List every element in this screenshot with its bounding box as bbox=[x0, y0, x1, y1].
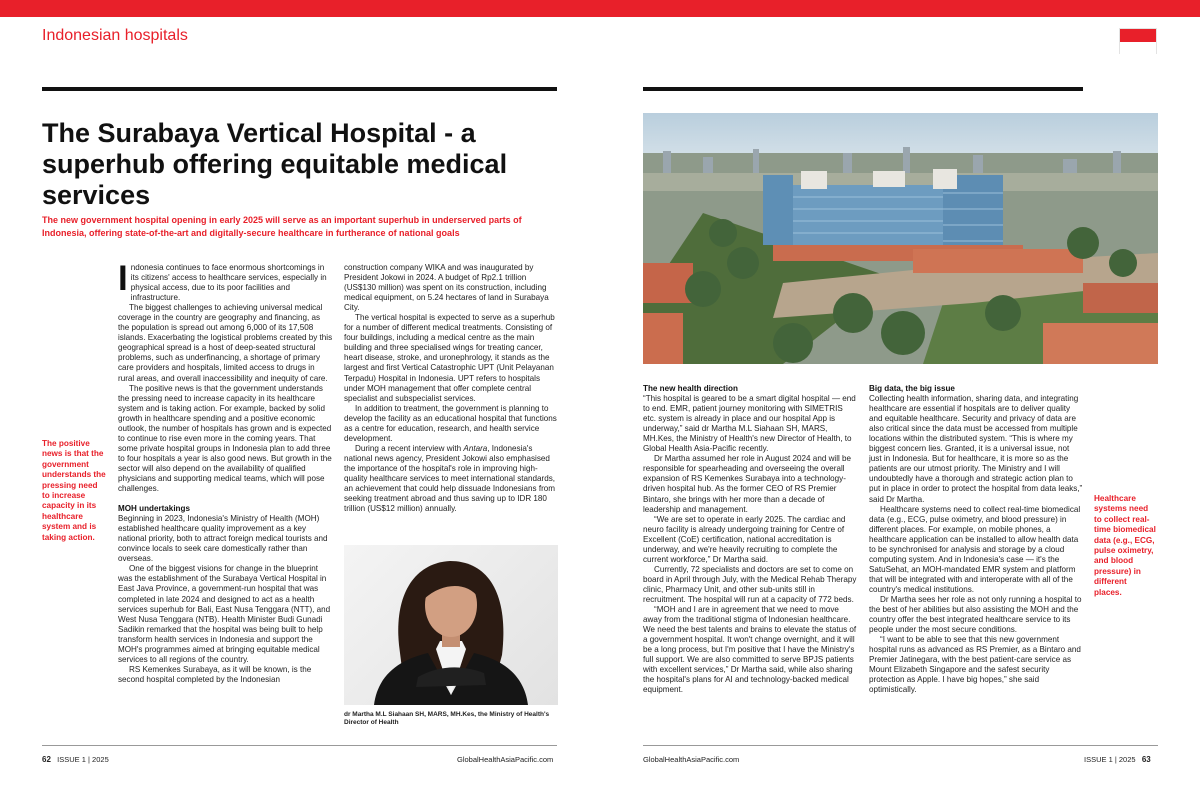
issue-label-right: ISSUE 1 | 2025 bbox=[1084, 755, 1136, 764]
publication-name: Antara bbox=[463, 443, 488, 453]
paragraph: Dr Martha assumed her role in August 2024 and will be responsible for spearheading and overseeing the overall expansion of RS Kemenkes Surabaya into a technology-driven hospital hub. As the former CEO of RS Premier Bintaro, she brings with her more than a decade of leadership and management. bbox=[643, 454, 852, 514]
subheading-new-health-direction: The new health direction bbox=[643, 384, 738, 393]
paragraph: Healthcare systems need to collect real-time biomedical data (e.g., ECG, pulse oximetry, and blood pressure) in different places. For example, on mobile phones, a healthcare application can be installed to allow health data to be synchronised for analysis and storage by a cloud computing system. And in Indonesia's case — it's the SatuSehat, an MOH-mandated EMR system and platform that will be integrated with and interoperate with all of the country's medical institutions. bbox=[869, 504, 1081, 594]
top-red-bar bbox=[0, 0, 1200, 17]
paragraph: One of the biggest visions for change in the blueprint was the establishment of the Surabaya Vertical Hospital in East Java Province, a government-run hospital that was completed in late 2024 and designed to act as a health services superhub for Bali, East Nusa Tenggara (NTT), and West Nusa Tenggara (NTB). Health Minister Budi Gunadi Sadikin remarked that the hospital was being built to help transform health services in Indonesia and support the MOH's programmes aimed at bringing equitable medical services to all regions of the country. bbox=[118, 564, 331, 664]
portrait-caption: dr Martha M.L Siahaan SH, MARS, MH.Kes, the Ministry of Health's Director of Health bbox=[344, 711, 550, 726]
footer-right bbox=[1084, 755, 1151, 764]
footer-left bbox=[42, 755, 109, 764]
right-page-rule bbox=[643, 87, 1083, 91]
left-page-rule bbox=[42, 87, 557, 91]
body-column-3 bbox=[643, 384, 857, 695]
body-column-2 bbox=[344, 263, 559, 514]
indonesia-flag-icon bbox=[1119, 28, 1157, 54]
paragraph: “MOH and I are in agreement that we need to move away from the traditional stigma of Indonesian healthcare. We need the best talents and brains to elevate the status of a government hospital. It won't change overnight, and it will be a long process, but I'm positive that I have the Ministry's full support. We are also committed to serve BPJS patients with excellent services,” Dr Martha said, while also sharing the hospital's plans for AI and technology-backed medical equipment. bbox=[643, 605, 857, 695]
page-number-left: 62 bbox=[42, 755, 51, 764]
subheading-moh-undertakings: MOH undertakings bbox=[118, 504, 190, 514]
body-column-4 bbox=[869, 384, 1083, 695]
paragraph: “We are set to operate in early 2025. The cardiac and neuro facility is already undergoing training for Centre of Excellent (CoE) certification, national accreditation is underway, and we're heavily recruiting to complete the current workforce,” Dr Martha said. bbox=[643, 514, 846, 564]
body-column-1 bbox=[118, 259, 333, 685]
hospital-aerial-illustration bbox=[643, 113, 1158, 364]
paragraph: construction company WIKA and was inaugurated by President Jokowi in 2024. A budget of Rp2.1 trillion (US$130 million) was spent on its construction, including medical equipment, on 5.24 hectares of land in Surabaya City. bbox=[344, 263, 549, 313]
site-url-left: GlobalHealthAsiaPacific.com bbox=[457, 755, 554, 764]
paragraph: Beginning in 2023, Indonesia's Ministry of Health (MOH) established healthcare quality improvement as a key national priority, both to attract foreign medical tourists and convince locals to seek care domestically rather than overseas. bbox=[118, 514, 328, 564]
hospital-aerial-photo bbox=[643, 113, 1158, 364]
issue-label-left: ISSUE 1 | 2025 bbox=[57, 755, 109, 764]
paragraph: The positive news is that the government understands the pressing need to increase capacity in its healthcare system and is taking action. For example, backed by solid growth in healthcare spending and a positive economic outlook, the number of hospitals has grown and is expected to continue to rise even more in the coming years. That some private hospital groups in Indonesia plan to add three to four hospitals a year is also good news. But growth in the sector will also depend on the availability of qualified physicians and supporting medical teams, which will pose challenges. bbox=[118, 383, 332, 494]
site-url-right: GlobalHealthAsiaPacific.com bbox=[643, 755, 740, 764]
section-title: Indonesian hospitals bbox=[42, 27, 188, 44]
pullquote-left: The positive news is that the government understands the pressing need to increase capacity in its healthcare system and is taking action. bbox=[42, 439, 106, 542]
dropcap: I bbox=[118, 259, 128, 298]
paragraph: The biggest challenges to achieving universal medical coverage in the country are geography and financing, as the population is spread out among 6,000 of its 17,508 islands. Exacerbating the logistical problems created by this geographical spread is a host of deep-seated structural problems, such as underfinancing, a shortage of primary care providers and hospitals, limited access to drugs in rural areas, and overall inaccessibility and inequity of care. bbox=[118, 303, 333, 383]
intro-paragraph: Indonesia continues to face enormous shortcomings in its citizens' access to healthcare services, especially in physical access, due to its poor facilities and infrastructure. bbox=[118, 259, 327, 303]
left-footer-rule bbox=[42, 745, 557, 746]
subheading-big-data: Big data, the big issue bbox=[869, 384, 955, 393]
paragraph: The vertical hospital is expected to serve as a superhub for a number of different medical treatments. Consisting of four buildings, including a medical centre as the main building and three specialised wings for treating cancer, heart disease, stroke, and uronephrology, it stands as the largest and first Vertical Catastrophic UPT (Unit Pelayanan Terpadu) Hospital in Indonesia. UPT refers to hospitals under MOH management that offer complete central specialist and subspecialist services. bbox=[344, 313, 555, 403]
article-standfirst: The new government hospital opening in early 2025 will serve as an important superhub in underserved parts of Indonesia, offering state-of-the-art and digitally-secure healthcare in furtherance of national goals bbox=[42, 215, 522, 238]
paragraph: “This hospital is geared to be a smart digital hospital — end to end. EMR, patient journey monitoring with SIMETRIS etc. system is already in place and our hospital App is underway,” said dr Martha M.L Siahaan SH, MARS, MH.Kes, the Ministry of Health's new Director of Health, to Global Health Asia-Pacific recently. bbox=[643, 394, 856, 454]
right-footer-rule bbox=[643, 745, 1158, 746]
paragraph: RS Kemenkes Surabaya, as it will be known, is the second hospital completed by the Indonesian bbox=[118, 664, 312, 684]
paragraph: Collecting health information, sharing data, and integrating healthcare are essential if hospitals are to deliver quality and equitable healthcare. Security and privacy of data are also critical since the data must be accessed from multiple locations within the distributed system. “This is where my biggest concern lies. Granted, it is a universal issue, not just in Indonesia. But for healthcare, it is more so as the patients are our utmost priority. The Ministry and I will undoubtedly have a thorough and strategic action plan to put in place in order to protect the hospital from data leaks,” said Dr Martha. bbox=[869, 394, 1083, 504]
portrait-illustration bbox=[344, 545, 558, 705]
paragraph: In addition to treatment, the government is planning to develop the facility as an educational hospital that functions as a centre for education, research, and health service development. bbox=[344, 403, 557, 443]
paragraph: During a recent interview with Antara, Indonesia's national news agency, President Jokowi also emphasised the importance of the hospital's role in improving high-quality healthcare services to meet international standards, an achievement that could help dissuade Indonesians from seeking treatment abroad and thus saving up to IDR 180 trillion (US$12 million) annually. bbox=[344, 443, 556, 514]
pullquote-right: Healthcare systems need to collect real-time biomedical data (e.g., ECG, pulse oximetry, and blood pressure) in different places. bbox=[1094, 494, 1156, 597]
paragraph: Currently, 72 specialists and doctors are set to come on board in April through July, with the Medical Rehab Therapy clinic, Pharmacy Unit, and other sub-units still in recruitment. The hospital will run at a capacity of 772 beds. bbox=[643, 564, 857, 604]
page-number-right: 63 bbox=[1141, 755, 1151, 764]
article-headline: The Surabaya Vertical Hospital - a superhub offering equitable medical services bbox=[42, 118, 508, 210]
portrait-photo bbox=[344, 545, 558, 705]
paragraph: “I want to be able to see that this new government hospital runs as advanced as RS Premier, as a Bintaro and Premier Jatinegara, with the best patient-care service as Mount Elizabeth Singapore and the safest security protection as Apple. I have big hopes,” she said optimistically. bbox=[869, 635, 1081, 695]
paragraph: Dr Martha sees her role as not only running a hospital to the best of her abilities but also assisting the MOH and the country offer the best integrated healthcare service to its people under the most secure conditions. bbox=[869, 594, 1082, 635]
